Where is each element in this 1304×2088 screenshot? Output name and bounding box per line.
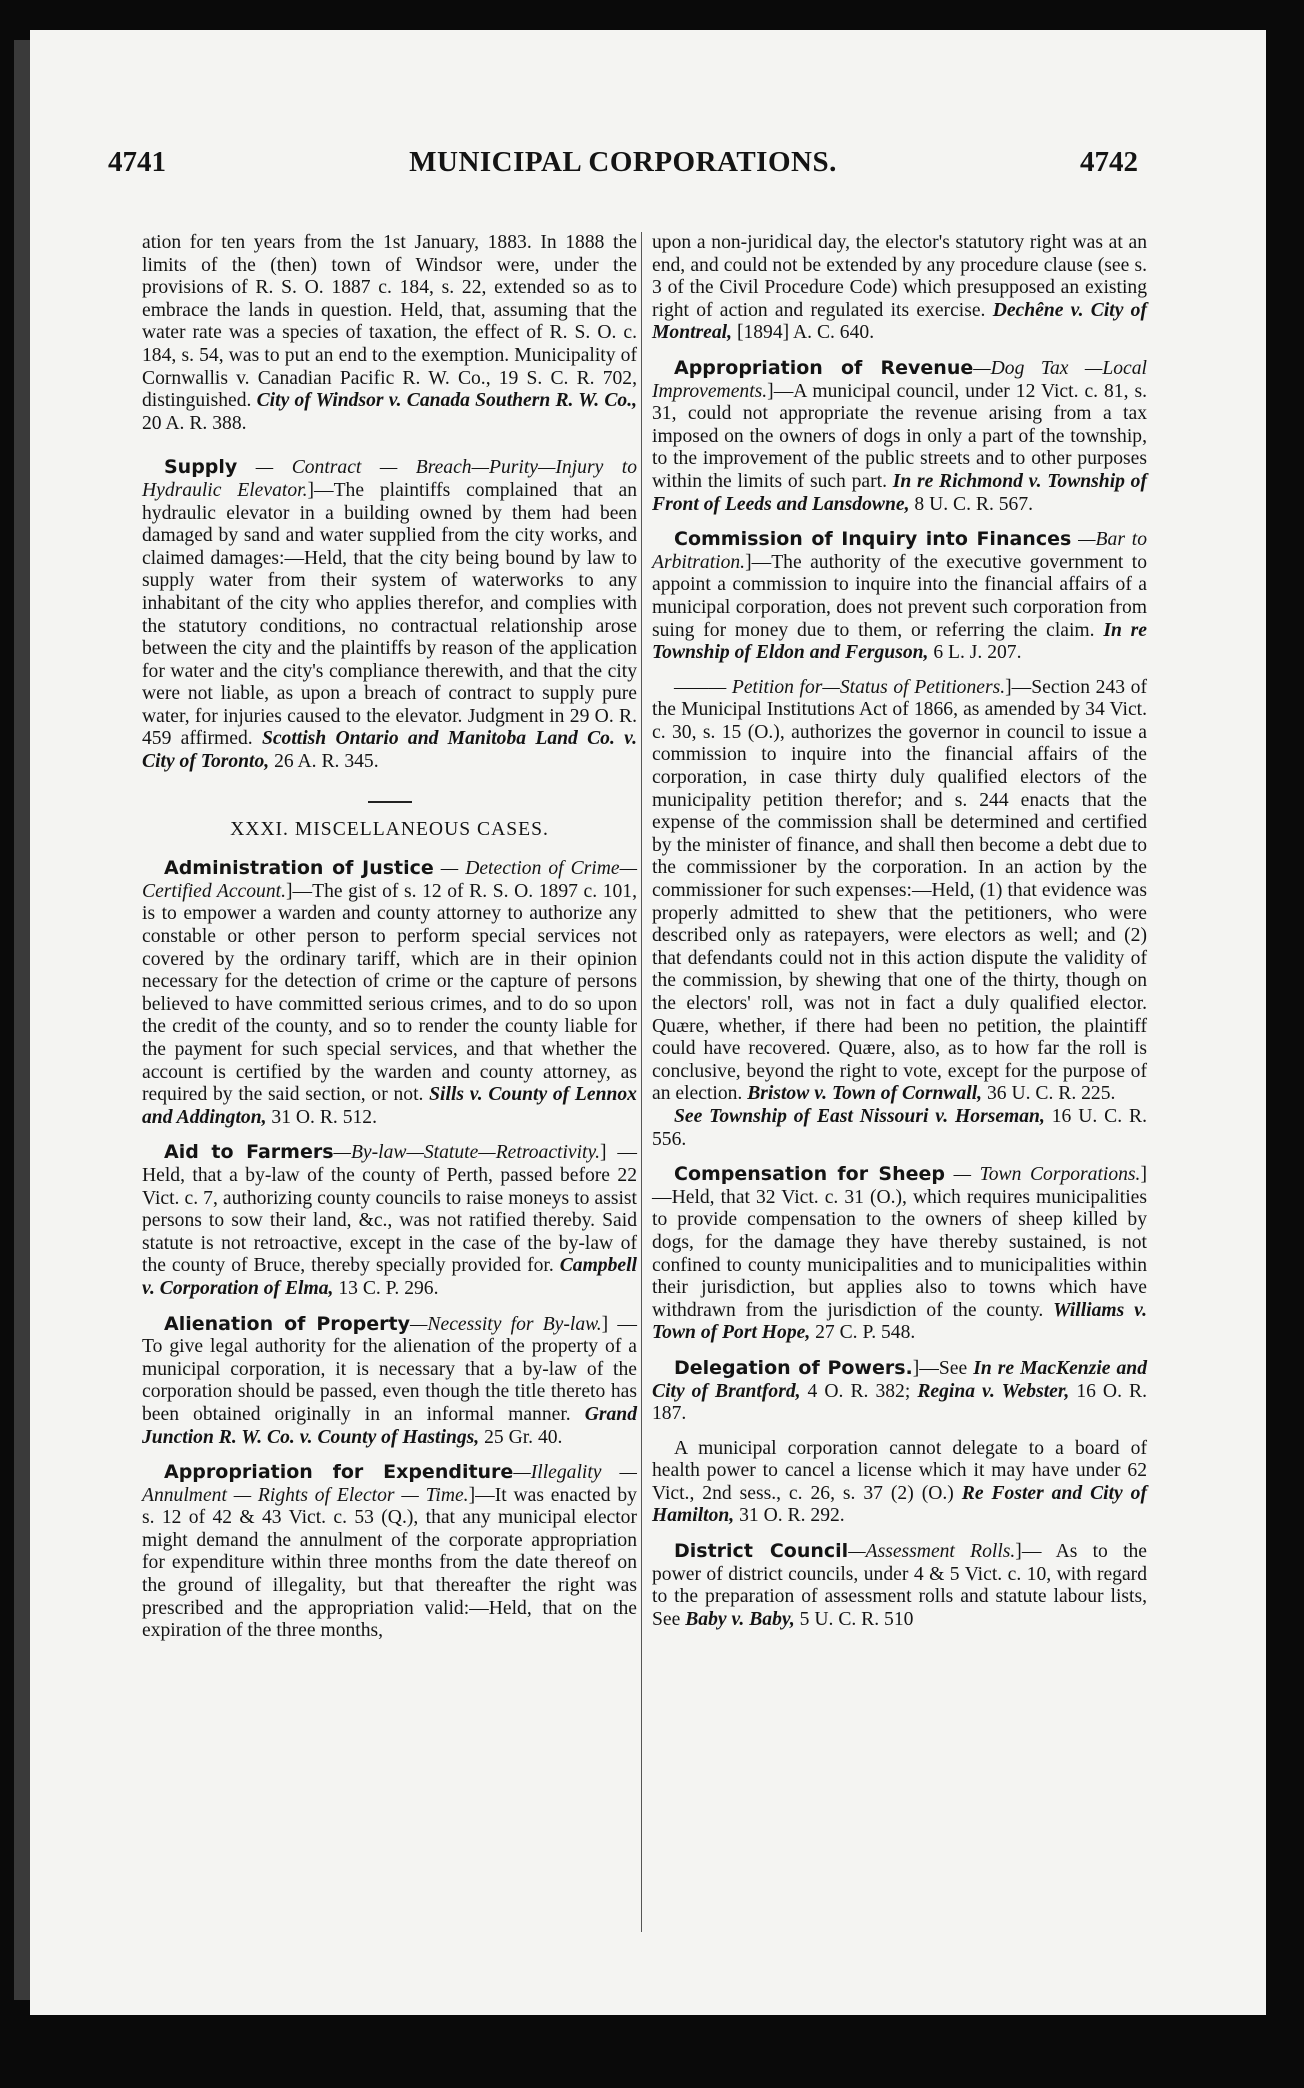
case-citation: Williams v. Town of Port Hope,	[652, 1299, 1147, 1344]
text-run: — Contract — Breach—Purity—Injury to Hydraulic Elevator.	[142, 457, 638, 501]
entry-aid-to-farmers	[142, 1141, 637, 1300]
entry-appropriation-for-expenditure	[142, 1461, 637, 1643]
case-citation: Campbell v. Corporation of Elma,	[142, 1255, 637, 1299]
text-run: —By-law—Statute—Retroactivity.	[333, 1142, 600, 1164]
case-citation: Bristow v. Town of Cornwall,	[747, 1083, 983, 1105]
text-run: 16 U. C. R. 556.	[652, 1105, 1147, 1150]
paragraph-board-of-health	[652, 1438, 1147, 1528]
text-run: ]—See	[912, 1357, 968, 1379]
text-run: 8 U. C. R. 567.	[914, 493, 1034, 515]
scan-bottom-margin	[0, 2020, 1304, 2088]
text-run: ]— As to the power of district councils, under 4 & 5 Vict. c. 10, with regard to the preparation of assessment rolls and statute labour lists, See	[652, 1541, 1148, 1630]
text-run: 36 U. C. R. 225.	[986, 1083, 1116, 1105]
left-column	[142, 232, 637, 1643]
paragraph-windsor	[142, 232, 637, 435]
text-run: 31 O. R. 292.	[739, 1505, 845, 1527]
case-citation: Dechêne v. City of Montreal,	[652, 299, 1147, 344]
text-run: ]—Section 243 of the Municipal Institutions Act of 1866, as amended by 34 Vict. c. 30, s. 15 (O.), authorizes the governor in council to issue a commission to inquire into the financial affairs of the corporation, in case thirty duly qualified electors of the municipality petition therefor; and s. 244 enacts that the expense of the commission shall be determined and certified by the minister of finance, and shall then become a debt due to the commissioner by the corporation. In an action by the commissioner for such expenses:—Held, (1) that evidence was properly admitted to shew that the petitioners, who were described only as ratepayers, were electors as well; and (2) that defendants could not in this action dispute the validity of the commission, by shewing that one of the thirty, though on the electors' roll, was not in fact a duly qualified elector. Quære, whether, if there had been no petition, the plaintiff could have recovered. Quære, also, as to how far the roll is conclusive, beyond the right to vote, except for the purpose of an election.	[652, 676, 1147, 1105]
text-run: —Dog Tax —Local Improvements.	[652, 357, 1147, 402]
entry-heading: Aid to Farmers	[164, 1141, 334, 1164]
entry-appropriation-of-revenue	[652, 357, 1147, 516]
entry-heading: District Council	[674, 1540, 849, 1563]
text-run: —Bar to Arbitration.	[652, 529, 1148, 573]
entry-heading: Compensation for Sheep	[674, 1163, 945, 1186]
text-run: — Detection of Crime—Certified Account.	[142, 858, 637, 902]
text-run: 31 O. R. 512.	[271, 1106, 378, 1128]
text-run: ation for ten years from the 1st January, 1883. In 1888 the limits of the (then) town of Windsor were, under the provisions of R. S. O. 1887 c. 184, s. 22, extended so as to embrace the lands in question. Held, that, assuming that the water rate was a species of taxation, the effect of R. S. O. c. 184, s. 54, was to put an end to the exemption. Municipality of Cornwallis v. Canadian Pacific R. W. Co., 19 S. C. R. 702, distinguished.	[142, 232, 637, 412]
entry-heading: Alienation of Property	[164, 1312, 410, 1335]
text-run: 25 Gr. 40.	[484, 1426, 563, 1448]
text-run: 5 U. C. R. 510	[799, 1608, 914, 1630]
text-run: ——— Petition for—Status of Petitioners.	[674, 676, 1006, 698]
text-run: ]—A municipal council, under 12 Vict. c. 81, s. 31, could not appropriate the revenue arising from a tax imposed on the owners of dogs in only a part of the township, to the improvement of the public streets and to other purposes within the limits of such part.	[652, 380, 1147, 492]
text-run: —Illegality — Annulment — Rights of Elector — Time.	[142, 1462, 637, 1506]
paragraph-dechene	[652, 232, 1147, 345]
entry-heading: Commission of Inquiry into Finances	[674, 528, 1072, 551]
case-citation: In re Richmond v. Township of Front of Leeds and Lansdowne,	[652, 470, 1147, 515]
page-header	[108, 146, 1138, 196]
page-number-right: 4742	[1080, 146, 1138, 178]
entry-petition-status	[652, 677, 1147, 1106]
text-run: [1894] A. C. 640.	[736, 322, 875, 344]
entry-delegation-of-powers	[652, 1357, 1147, 1426]
text-run: 4 O. R. 382;	[807, 1380, 911, 1402]
entry-heading: Supply	[164, 456, 238, 479]
text-run: ] — To give legal authority for the alienation of the property of a municipal corporation, it is necessary that a by-law of the corporation should be passed, even though the title thereto has been obtained originally in an informal manner.	[142, 1313, 637, 1425]
text-run: 6 L. J. 207.	[933, 642, 1022, 664]
case-citation: City of Windsor v. Canada Southern R. W. Co.,	[256, 390, 637, 412]
column-divider	[641, 232, 642, 1932]
text-run: 20 A. R. 388.	[142, 412, 247, 434]
right-column	[652, 232, 1147, 1631]
text-run: ]—The gist of s. 12 of R. S. O. 1897 c. 101, is to empower a warden and county attorney to authorize any constable or other person to perform special services not covered by the ordinary tariff, which are in their opinion necessary for the detection of crime or the capture of persons believed to have committed serious crimes, and to do so upon the credit of the county, and so to render the county liable for the payment for such special services, and that whether the account is certified by the warden and county attorney, as required by the said section, or not.	[142, 880, 637, 1106]
case-citation: In re MacKenzie and City of Brantford,	[652, 1357, 1147, 1402]
entry-heading: Appropriation for Expenditure	[164, 1461, 514, 1484]
case-citation: Scottish Ontario and Manitoba Land Co. v. City of Toronto,	[142, 728, 637, 773]
entry-alienation-of-property	[142, 1313, 637, 1450]
text-run: ]—It was enacted by s. 12 of 42 & 43 Vict. c. 53 (Q.), that any municipal elector might demand the annulment of the corporate appropriation for expenditure within three months from the date thereof on the ground of illegality, but that thereafter the right was prescribed and the appropriation valid:—Held, that on the expiration of the three months,	[142, 1484, 637, 1642]
section-divider	[368, 801, 412, 803]
text-run: 27 C. P. 548.	[815, 1322, 916, 1344]
text-run: 16 O. R. 187.	[652, 1380, 1147, 1425]
text-run: A municipal corporation cannot delegate to a board of health power to cancel a license which it may have under 62 Vict., 2nd sess., c. 26, s. 37 (2) (O.)	[652, 1437, 1147, 1504]
page-number-left: 4741	[108, 146, 166, 178]
case-citation: Re Foster and City of Hamilton,	[652, 1482, 1147, 1527]
text-run: —Assessment Rolls.	[848, 1541, 1016, 1563]
case-citation: Baby v. Baby,	[685, 1608, 795, 1630]
case-citation: Sills v. County of Lennox and Addington,	[142, 1084, 637, 1128]
entry-supply	[142, 456, 637, 773]
see-also-reference	[652, 1106, 1147, 1151]
entry-heading: Appropriation of Revenue	[674, 356, 974, 379]
entry-district-council	[652, 1540, 1147, 1631]
text-run: — Town Corporations.	[953, 1164, 1141, 1186]
case-citation: In re Township of Eldon and Ferguson,	[652, 619, 1147, 664]
text-run: ] — Held, that a by-law of the county of Perth, passed before 22 Vict. c. 7, authorizing county councils to raise moneys to assist persons to sow their land, &c., was not ratified thereby. Said statute is not retroactive, except in the case of the by-law of the county of Bruce, thereby specially provided for.	[142, 1142, 637, 1277]
entry-commission-of-inquiry	[652, 528, 1147, 665]
text-run: 26 A. R. 345.	[274, 751, 379, 773]
entry-compensation-for-sheep	[652, 1163, 1147, 1345]
text-run: ]—The plaintiffs complained that an hydraulic elevator in a building owned by them had been damaged by sand and water supplied from the city works, and claimed damages:—Held, that the city being bound by law to supply water from their system of waterworks to any inhabitant of the city who applies therefor, and complies with the statutory conditions, no contractual relationship arose between the city and the plaintiffs by reason of the application for water and the city's compliance therewith, and that the city were not liable, as upon a breach of contract to supply pure water, for injuries caused to the elevator. Judgment in 29 O. R. 459 affirmed.	[142, 479, 637, 750]
case-citation: Regina v. Webster,	[917, 1380, 1070, 1402]
text-run: ]—The authority of the executive government to appoint a commission to inquire into the financial affairs of a municipal corporation, does not prevent such corporation from suing for money due to them, or referring the claim.	[652, 551, 1147, 641]
text-run: 13 C. P. 296.	[338, 1277, 439, 1299]
text-run: upon a non-juridical day, the elector's statutory right was at an end, and could not be extended by any procedure clause (see s. 3 of the Civil Procedure Code) which presupposed an existing right of action and regulated its exercise.	[652, 232, 1147, 321]
text-run: —Necessity for By-law.	[410, 1313, 602, 1335]
section-heading: XXXI. MISCELLANEOUS CASES.	[230, 818, 549, 840]
entry-administration-of-justice	[142, 857, 637, 1129]
text-run: ]—Held, that 32 Vict. c. 31 (O.), which requires municipalities to provide compensation to the owners of sheep killed by dogs, for the damage they have thereby sustained, is not confined to county municipalities and to municipalities within their jurisdiction, but applies also to towns which have withdrawn from the jurisdiction of the county.	[652, 1164, 1147, 1321]
case-citation: See Township of East Nissouri v. Horseman,	[674, 1105, 1045, 1127]
running-title: MUNICIPAL CORPORATIONS.	[409, 146, 837, 178]
entry-heading: Administration of Justice	[164, 857, 434, 880]
entry-heading: Delegation of Powers.	[674, 1356, 913, 1379]
case-citation: Grand Junction R. W. Co. v. County of Hastings,	[142, 1403, 637, 1448]
